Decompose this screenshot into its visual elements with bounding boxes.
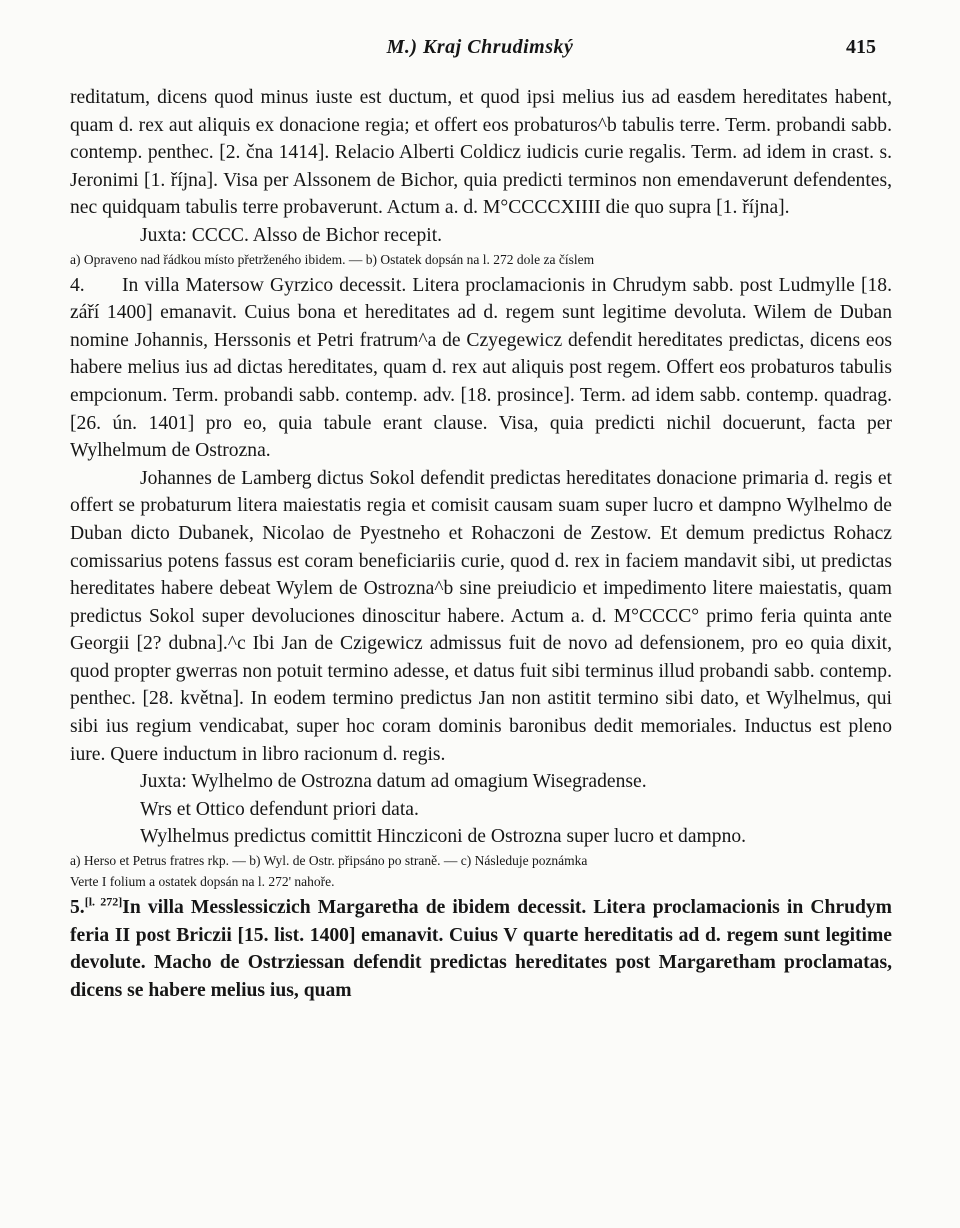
page-header (70, 36, 890, 66)
page-number: 415 (846, 36, 876, 58)
entry-4-paragraph-2: Johannes de Lamberg dictus Sokol defendit predictas hereditates donacione primaria d. regis et offert se probaturum litera maiestatis regia et comisit causam suam super lucro et dampno Wylhelmo de Duban dicto Dubanek, Nicolao de Pyestneho et Rohaczoni de Zestow. Et demum predictus Rohacz comissarius potens fassus est coram beneficiariis curie, quod d. rex in faciem mandavit sibi, ut predictas hereditates habere debeat Wylem de Ostrozna^b sine preiudicio et impedimento litere maiestatis, quam predictus Sokol super devoluciones dinoscitur habere. Actum a. d. M°CCCC° primo feria quinta ante Georgii [2? dubna].^c Ibi Jan de Czigewicz admissus fuit de novo ad defensionem, pro eo quia dixit, quod propter gwerras non potuit termino adesse, et datus fuit sibi terminus illud probandi sabb. contemp. penthec. [28. května]. In eodem termino predictus Jan non astitit termino sibi dato, et Wylhelmus, qui sibi ius regium vendicabat, super hoc coram dominis baronibus dedit memoriales. Inductus est pleno iure. Quere inductum in libro racionum d. regis. (70, 467, 892, 765)
running-title: M.) Kraj Chrudimský (386, 36, 574, 58)
entry-4-paragraph-1 (70, 272, 892, 465)
entry-3-juxta: Juxta: CCCC. Alsso de Bichor recepit. (140, 224, 443, 246)
footnote-entry-3: a) Opraveno nad řádkou místo přetrženého ibidem. — b) Ostatek dopsán na l. 272 dole za číslem (70, 251, 595, 267)
entry-4-text: In villa Matersow Gyrzico decessit. Litera proclamacionis in Chrudym sabb. post Ludmylle [18. září 1400] emanavit. Cuius bona et hereditates ad d. regem sunt legitime devoluta. Wilem de Duban nomine Johannis, Herssonis et Petri fratrum^a de Czyegewicz defendit hereditates predictas, dicens eos habere melius ius ad dictas hereditates, quam d. rex aut aliquis post regem. Offert eos probaturos tabulis empcionum. Term. probandi sabb. contemp. adv. [18. prosince]. Term. ad idem sabb. contemp. quadrag. [26. ún. 1401] pro eo, quia tabule erant clause. Visa, quia predicti nichil docuerunt, facta per Wylhelmum de Ostrozna. (70, 274, 892, 462)
page-body (70, 84, 892, 1004)
entry-4-line-wylhelmus: Wylhelmus predictus comittit Hincziconi de Ostrozna super lucro et dampno. (140, 826, 747, 848)
entry-3-continuation: reditatum, dicens quod minus iuste est ductum, et quod ipsi melius ius ad easdem hereditates habent, quam d. rex aut aliquis ex donacione regia; et offert eos probaturos^b tabulis terre. Term. probandi sabb. contemp. penthec. [2. čna 1414]. Relacio Alberti Coldicz iudicis curie regalis. Term. ad idem in crast. s. Jeronimi [1. října]. Visa per Alssonem de Bichor, quia predicti terminos non emendaverunt defendentes, nec quidquam tabulis terre probaverunt. Actum a. d. M°CCCCXIIII die quo supra [1. října]. (70, 87, 892, 219)
entry-4-juxta: Juxta: Wylhelmo de Ostrozna datum ad omagium Wisegradense. (140, 771, 647, 793)
entry-5-paragraph (70, 894, 892, 1004)
entry-number: 4. (70, 274, 85, 296)
footnote-entry-4-cont: Verte I folium a ostatek dopsán na l. 272' nahoře. (70, 874, 335, 890)
entry-4-line-wrs: Wrs et Ottico defendunt priori data. (140, 798, 419, 820)
folio-reference: [l. 272] (84, 894, 123, 909)
entry-number: 5. (70, 897, 85, 919)
entry-5-text: In villa Messlessiczich Margaretha de ibidem decessit. Litera proclamacionis in Chrudym feria II post Briczii [15. list. 1400] emanavit. Cuius V quarte hereditatis ad d. regem sunt legitime devolute. Macho de Ostrziessan defendit predictas hereditates post Margaretham proclamatas, dicens se habere melius ius, quam (70, 897, 892, 1001)
footnote-entry-4: a) Herso et Petrus fratres rkp. — b) Wyl. de Ostr. připsáno po straně. — c) Následuje poznámka (70, 853, 588, 869)
